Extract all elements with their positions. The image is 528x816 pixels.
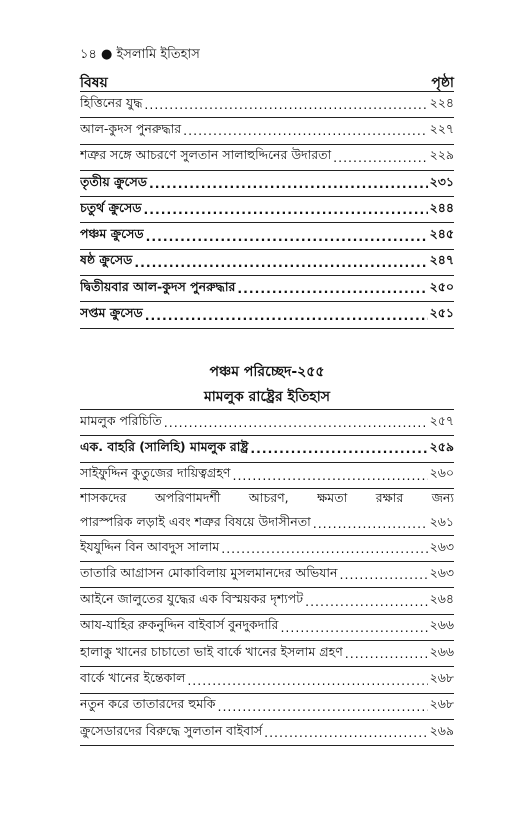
toc-entry-first-line [80,490,454,510]
leader-dots [237,281,427,296]
toc-page-number: ২৬৩ [429,538,454,554]
leader-dots [345,646,428,661]
chapter-heading: পঞ্চম পরিচ্ছেদ-২৫৫ [209,364,325,380]
subject-column-header: বিষয় [80,75,108,91]
toc-page-number: ২৬০ [429,465,454,481]
toc-page-number: ২৬৪ [429,591,454,607]
toc-page-number: ২৫৭ [429,412,454,428]
toc-entry-label: আইনে জালুতের যুদ্ধের এক বিস্ময়কর দৃশ্যপট [80,591,304,607]
toc-entry-label: দ্বিতীয়বার আল-কুদস পুনরুদ্ধার [80,278,236,294]
leader-dots [164,415,428,430]
toc-entry-word: ক্ষমতা [317,489,348,505]
leader-dots [217,699,427,714]
toc-page-number: ২৪৭ [429,252,454,268]
toc-entry-word: রক্ষার [375,489,404,505]
toc-section-1 [80,91,454,329]
toc-row [80,410,454,436]
toc-row [80,694,454,720]
toc-page-number: ২৬৮ [429,670,454,686]
leader-dots [333,150,427,165]
toc-row [80,615,454,641]
leader-dots [144,202,428,217]
leader-dots [144,97,427,112]
toc-row [80,276,454,302]
toc-row [80,667,454,693]
leader-dots [305,594,428,609]
toc-row [80,250,454,276]
toc-entry-word: শাসকদের [80,489,127,505]
toc-entry-label: এক. বাহরি (সালিহি) মামলুক রাষ্ট্র [80,438,249,454]
toc-entry-label: ষষ্ঠ ক্রুসেড [80,252,133,268]
toc-entry-label: চতুর্থ ক্রুসেড [80,199,142,215]
toc-row [80,171,454,197]
leader-dots [340,567,428,582]
leader-dots [221,541,427,556]
leader-dots [149,176,428,191]
toc-entry-second-line [80,514,454,534]
toc-page-number: ২৫১ [429,305,454,321]
toc-page-number: ২৬১ [429,513,454,529]
toc-entry-label: তাতারি আগ্রাসন মোকাবিলায় মুসলমানদের অভিযান [80,564,338,580]
toc-page-number: ২৬৩ [429,564,454,580]
toc-row [80,145,454,171]
toc-page-number: ২৬৯ [429,722,454,738]
page-column-header: পৃষ্ঠা [431,75,454,91]
toc-row [80,588,454,614]
toc-entry-label: সপ্তম ক্রুসেড [80,305,143,321]
toc-row-two-line [80,489,454,536]
toc-entry-label: বার্কে খানের ইন্তেকাল [80,670,186,686]
leader-dots [232,468,427,483]
toc-entry-label: আল-কুদস পুনরুদ্ধার [80,120,182,136]
toc-entry-word: আচরণ, [248,489,289,505]
toc-page-number: ২২৪ [429,94,454,110]
toc-entry-label: আয-যাহির রুকনুদ্দিন বাইবার্স বুনদুকদারি [80,617,279,633]
toc-page-number: ২২৯ [429,147,454,163]
leader-dots [145,308,428,323]
toc-entry-label: সাইফুদ্দিন কুতুজের দায়িত্বগ্রহণ [80,465,231,481]
chapter-subheading: মামলুক রাষ্ট্রের ইতিহাস [203,389,331,405]
toc-page-number: ২৫০ [429,278,454,294]
toc-section-2 [80,409,454,746]
toc-entry-label: মামলুক পরিচিতি [80,412,162,428]
toc-page-number: ২৪৫ [429,226,454,242]
toc-row [80,302,454,328]
toc-entry-label: হিত্তিনের যুদ্ধ [80,94,143,110]
toc-entry-label: শত্রুর সঙ্গে আচরণে সুলতান সালাহুদ্দিনের উদারতা [80,147,332,163]
toc-page-number: ২৬৮ [429,696,454,712]
leader-dots [280,620,427,635]
toc-row [80,562,454,588]
toc-row [80,118,454,144]
leader-dots [134,255,427,270]
toc-page-number: ২২৭ [429,120,454,136]
toc-row [80,436,454,462]
toc-row [80,92,454,118]
toc-page-number: ২৬৬ [429,643,454,659]
leader-dots [313,516,428,531]
toc-entry-label: পারস্পরিক লড়াই এবং শত্রুর বিষয়ে উদাসীনতা [80,513,311,529]
toc-entry-label: ইযযুদ্দিন বিন আবদুস সালাম [80,538,220,554]
toc-page-number: ২৫৯ [429,438,454,454]
toc-row [80,197,454,223]
leader-dots [250,441,427,456]
toc-entry-word: জন্য [431,489,454,505]
toc-entry-label: হালাকু খানের চাচাতো ভাই বার্কে খানের ইসলাম গ্রহণ [80,643,343,659]
toc-row [80,223,454,249]
toc-row [80,641,454,667]
toc-page-number: ২৪৪ [429,199,454,215]
toc-page-number: ২৩১ [429,173,454,189]
leader-dots [183,123,427,138]
toc-entry-word: অপরিণামদর্শী [154,489,221,505]
toc-row [80,720,454,746]
toc-entry-label: তৃতীয় ক্রুসেড [80,173,147,189]
leader-dots [187,673,427,688]
leader-dots [264,725,428,740]
leader-dots [146,229,428,244]
toc-row [80,536,454,562]
toc-entry-label: পঞ্চম ক্রুসেড [80,226,144,242]
toc-entry-label: ক্রুসেডারদের বিরুদ্ধে সুলতান বাইবার্স [80,722,263,738]
toc-page-number: ২৬৬ [429,617,454,633]
running-head: ১৪ ● ইসলামি ইতিহাস [80,47,200,62]
toc-row [80,463,454,489]
toc-entry-label: নতুন করে তাতারদের হুমকি [80,696,216,712]
